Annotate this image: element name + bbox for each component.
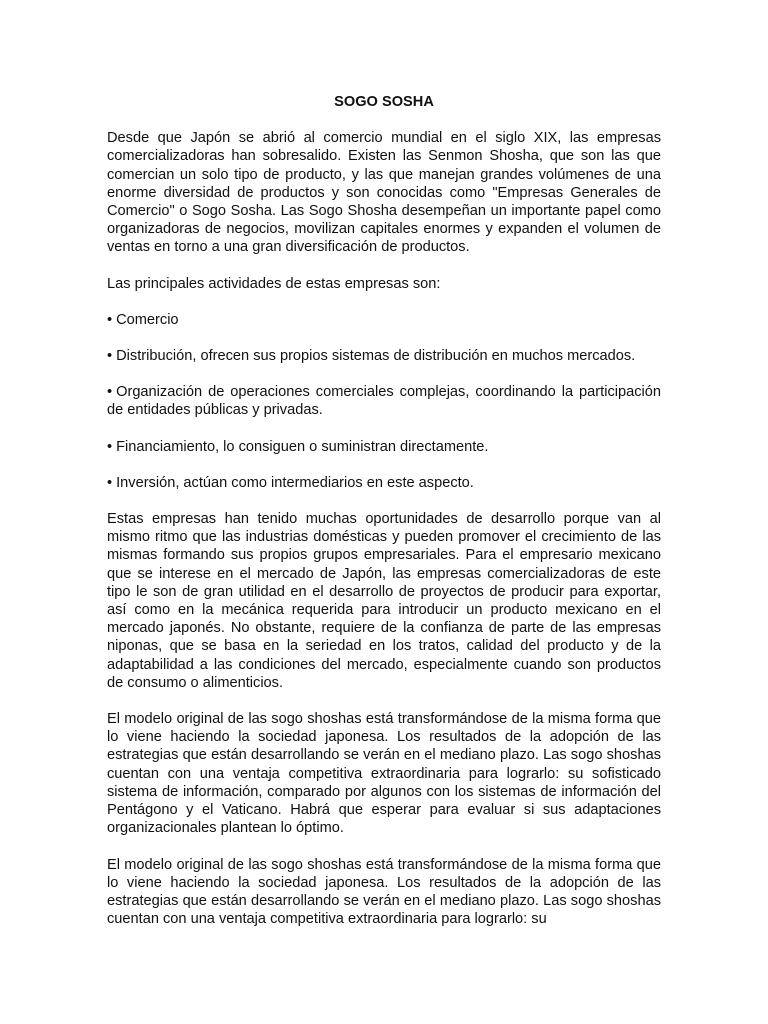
document-title: SOGO SOSHA <box>334 94 434 110</box>
bullet-item-text: Organización de operaciones comerciales complejas, coordinando la participación de entidades públicas y privadas. <box>107 384 661 419</box>
bullet-item-organizacion <box>107 383 661 419</box>
bullet-item-comercio <box>107 311 661 329</box>
bullet-item-distribucion <box>107 347 661 365</box>
bullet-item-text: Comercio <box>116 311 179 328</box>
bullet-icon: • <box>107 311 113 328</box>
bullet-icon: • <box>107 384 113 401</box>
bullet-item-financiamiento <box>107 438 661 456</box>
document-page <box>107 93 661 946</box>
activities-heading: Las principales actividades de estas empresas son: <box>107 275 441 292</box>
bullet-item-text: Distribución, ofrecen sus propios sistemas de distribución en muchos mercados. <box>116 348 636 365</box>
body-paragraph-oportunidades: Estas empresas han tenido muchas oportunidades de desarrollo porque van al mismo ritmo que las industrias domésticas y pueden promover el crecimiento de las mismas formando sus propios grupos empresariales. Para el empresario mexicano que se interese en el mercado de Japón, las empresas comercializadoras de este tipo le son de gran utilidad en el desarrollo de proyectos de producir para exportar, así como en la mecánica requerida para introducir un producto mexicano en el mercado japonés. No obstante, requiere de la confianza de parte de las empresas niponas, que se basa en la seriedad en los tratos, calidad del producto y de la adaptabilidad a las condiciones del mercado, especialmente cuando son productos de consumo o alimenticios. <box>107 511 661 691</box>
bullet-icon: • <box>107 348 113 365</box>
bullet-icon: • <box>107 474 113 491</box>
bullet-item-text: Financiamiento, lo consiguen o suministran directamente. <box>116 438 489 455</box>
body-paragraph-modelo-original: El modelo original de las sogo shoshas está transformándose de la misma forma que lo viene haciendo la sociedad japonesa. Los resultados de la adopción de las estrategias que están desarrollando se verán en el mediano plazo. Las sogo shoshas cuentan con una ventaja competitiva extraordinaria para lograrlo: su sofisticado sistema de información, comparado por algunos con los sistemas de información del Pentágono y el Vaticano. Habrá que esperar para evaluar si sus adaptaciones organizacionales plantean lo óptimo. <box>107 711 661 837</box>
bullet-icon: • <box>107 438 113 455</box>
body-paragraph-modelo-original-repeat: El modelo original de las sogo shoshas está transformándose de la misma forma que lo viene haciendo la sociedad japonesa. Los resultados de la adopción de las estrategias que están desarrollando se verán en el mediano plazo. Las sogo shoshas cuentan con una ventaja competitiva extraordinaria para lograrlo: su <box>107 856 661 928</box>
bullet-item-inversion <box>107 474 661 492</box>
bullet-item-text: Inversión, actúan como intermediarios en este aspecto. <box>116 474 474 491</box>
intro-paragraph: Desde que Japón se abrió al comercio mundial en el siglo XIX, las empresas comercializadoras han sobresalido. Existen las Senmon Shosha, que son las que comercian un solo tipo de producto, y las que manejan grandes volúmenes de una enorme diversidad de productos y son conocidas como "Empresas Generales de Comercio" o Sogo Sosha. Las Sogo Shosha desempeñan un importante papel como organizadoras de negocios, movilizan capitales enormes y expanden el volumen de ventas en torno a una gran diversificación de productos. <box>107 130 661 256</box>
